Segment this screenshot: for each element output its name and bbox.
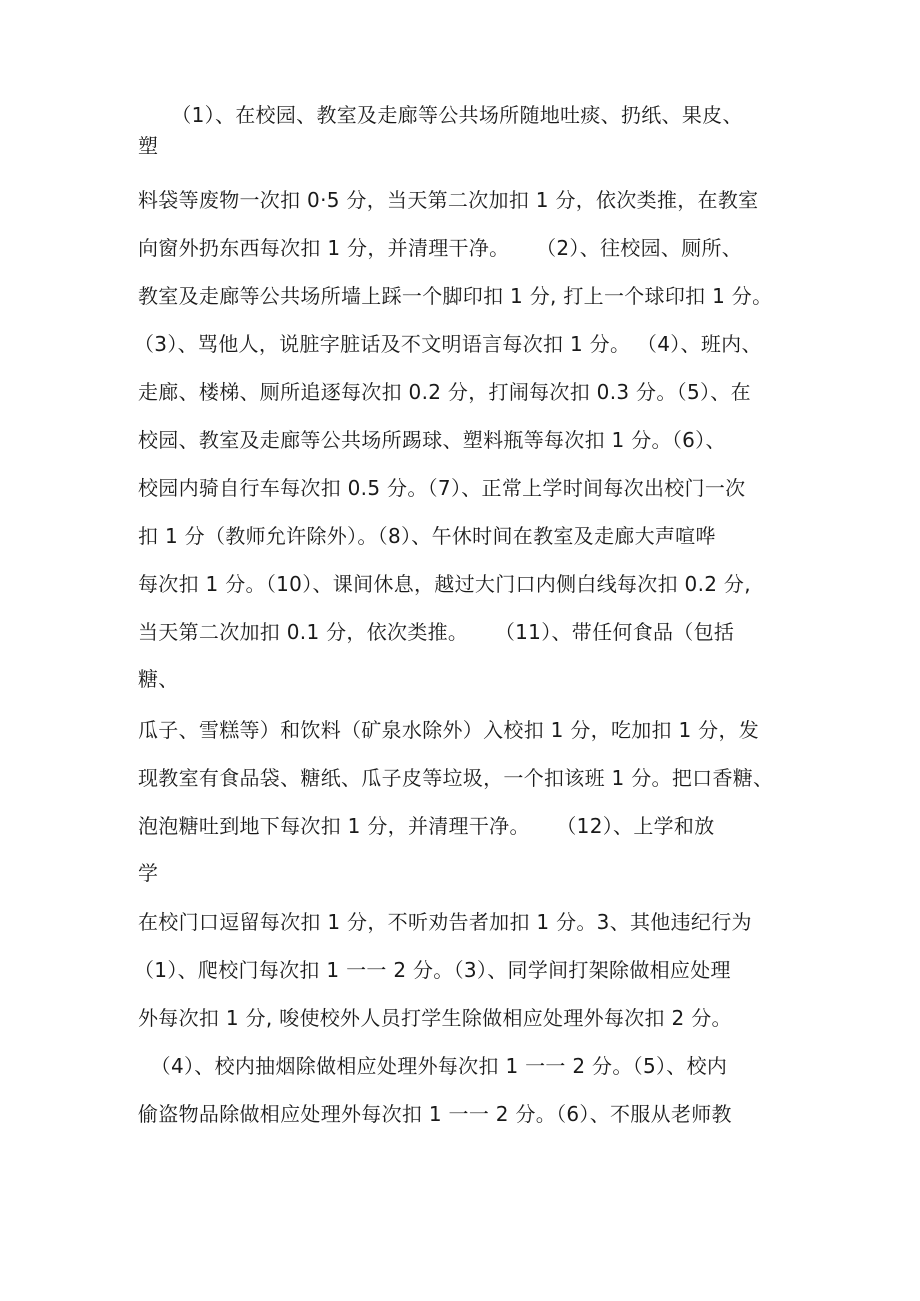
text-line-19: （1）、爬校门每次扣 1 一一 2 分。（3）、同学间打架除做相应处理 (134, 958, 731, 982)
text-line-1: （1）、在校园、教室及走廊等公共场所随地吐痰、扔纸、果皮、 (158, 103, 743, 127)
text-line-17: 学 (138, 861, 159, 885)
text-line-7: 走廊、楼梯、厕所追逐每次扣 0.2 分，打闹每次扣 0.3 分。（5）、在 (138, 380, 751, 404)
text-line-11: 每次扣 1 分。（10）、课间休息，越过大门口内侧白线每次扣 0.2 分, (138, 572, 751, 596)
text-line-15: 现教室有食品袋、糖纸、瓜子皮等垃圾，一个扣该班 1 分。把口香糖、 (138, 766, 774, 790)
text-line-22: 偷盗物品除做相应处理外每次扣 1 一一 2 分。（6）、不服从老师教 (138, 1102, 732, 1126)
text-line-20: 外每次扣 1 分, 唆使校外人员打学生除做相应处理外每次扣 2 分。 (138, 1006, 732, 1030)
text-line-13: 糖、 (138, 667, 179, 691)
text-line-12: 当天第二次加扣 0.1 分，依次类推。 （11）、带任何食品（包括 (138, 620, 735, 644)
text-line-8: 校园、教室及走廊等公共场所踢球、塑料瓶等每次扣 1 分。（6）、 (138, 428, 726, 452)
text-line-5: 教室及走廊等公共场所墙上踩一个脚印扣 1 分, 打上一个球印扣 1 分。 (138, 284, 773, 308)
text-line-21: （4）、校内抽烟除做相应处理外每次扣 1 一一 2 分。（5）、校内 (144, 1054, 728, 1078)
text-line-18: 在校门口逗留每次扣 1 分，不听劝告者加扣 1 分。3、其他违纪行为 (138, 910, 752, 934)
text-line-4: 向窗外扔东西每次扣 1 分，并清理干净。 （2）、往校园、厕所、 (138, 236, 743, 260)
text-line-3: 料袋等废物一次扣 0·5 分，当天第二次加扣 1 分，依次类推，在教室 (138, 188, 759, 212)
text-line-14: 瓜子、雪糕等）和饮料（矿泉水除外）入校扣 1 分，吃加扣 1 分，发 (138, 718, 760, 742)
text-line-10: 扣 1 分（教师允许除外）。（8）、午休时间在教室及走廊大声喧哗 (138, 524, 716, 548)
text-line-16: 泡泡糖吐到地下每次扣 1 分，并清理干净。 （12）、上学和放 (138, 814, 715, 838)
text-line-2: 塑 (138, 134, 159, 158)
text-line-9: 校园内骑自行车每次扣 0.5 分。（7）、正常上学时间每次出校门一次 (138, 476, 746, 500)
text-line-6: （3）、骂他人，说脏字脏话及不文明语言每次扣 1 分。 （4）、班内、 (134, 332, 762, 356)
